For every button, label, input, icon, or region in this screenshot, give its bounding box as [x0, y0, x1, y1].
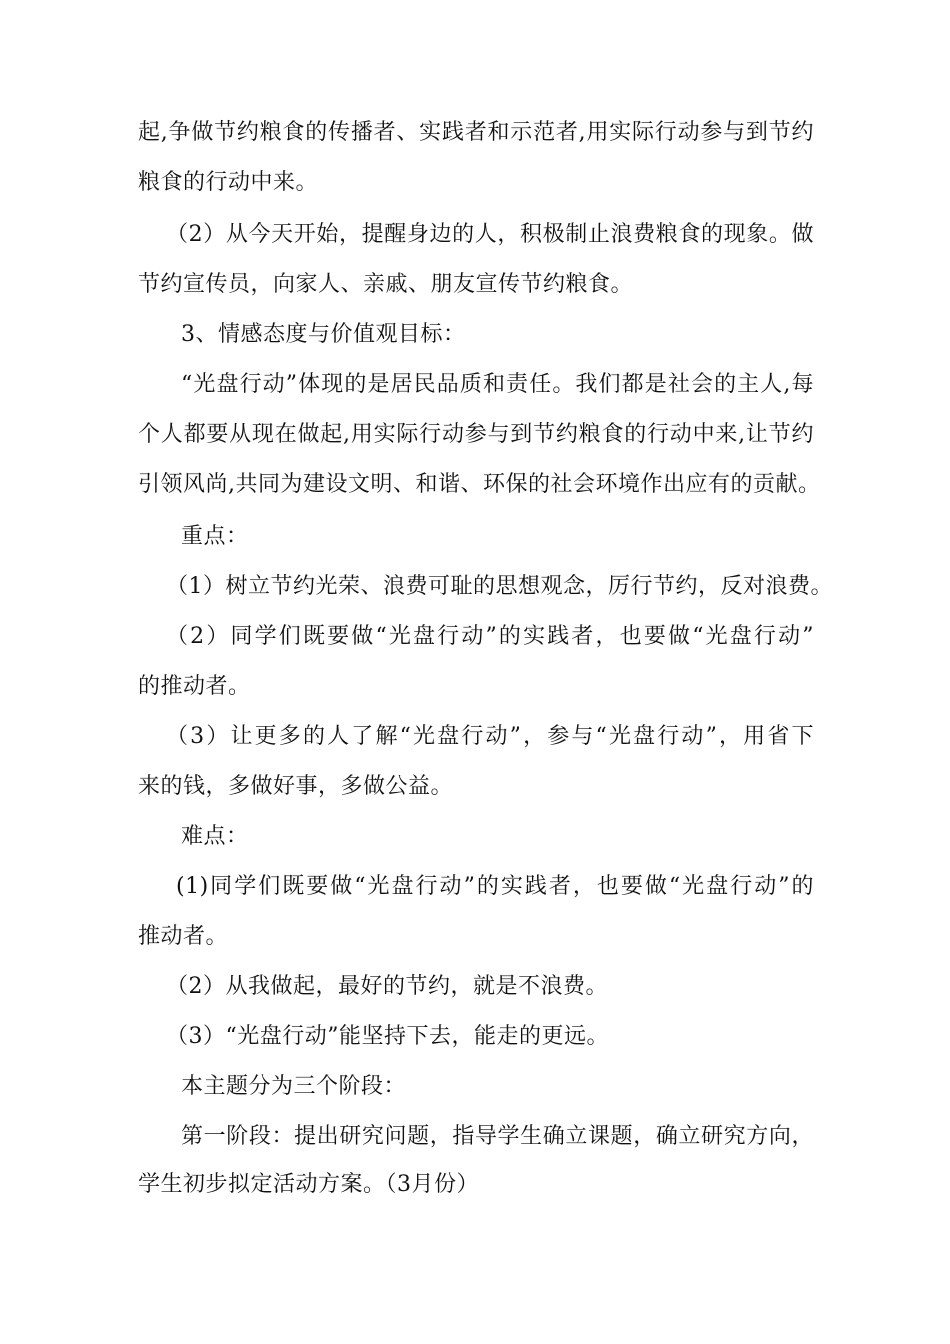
text-line-4: 节约宣传员，向家人、亲戚、朋友宣传节约粮食。	[138, 272, 634, 297]
text-line-18: （2）从我做起，最好的节约，就是不浪费。	[166, 974, 608, 999]
text-line-20: 本主题分为三个阶段：	[181, 1074, 407, 1099]
heading-key-points: 重点：	[181, 524, 249, 549]
text-line-12: 的推动者。	[138, 674, 251, 699]
text-line-1: 起,争做节约粮食的传播者、实践者和示范者,用实际行动参与到节约	[138, 120, 814, 145]
section-heading-emotion: 3、情感态度与价值观目标：	[181, 322, 466, 347]
text-line-2: 粮食的行动中来。	[138, 170, 319, 195]
text-line-11: （2）同学们既要做“光盘行动”的实践者，也要做“光盘行动”	[166, 624, 814, 649]
text-line-6: “光盘行动”体现的是居民品质和责任。我们都是社会的主人,每	[181, 372, 814, 397]
text-line-16: (1)同学们既要做“光盘行动”的实践者，也要做“光盘行动”的	[176, 874, 814, 899]
text-line-22: 学生初步拟定活动方案。（3月份）	[138, 1172, 479, 1197]
text-line-19: （3）“光盘行动”能坚持下去，能走的更远。	[166, 1024, 609, 1049]
text-line-7: 个人都要从现在做起,用实际行动参与到节约粮食的行动中来,让节约	[138, 422, 814, 447]
text-line-8: 引领风尚,共同为建设文明、和谐、环保的社会环境作出应有的贡献。	[138, 472, 821, 497]
text-line-10: （1）树立节约光荣、浪费可耻的思想观念，厉行节约，反对浪费。	[166, 574, 833, 599]
text-line-14: 来的钱，多做好事，多做公益。	[138, 774, 454, 799]
text-line-17: 推动者。	[138, 924, 229, 949]
text-line-21: 第一阶段：提出研究问题，指导学生确立课题，确立研究方向，	[181, 1124, 814, 1149]
text-line-3: （2）从今天开始，提醒身边的人，积极制止浪费粮食的现象。做	[166, 222, 814, 247]
text-line-13: （3）让更多的人了解“光盘行动”，参与“光盘行动”，用省下	[166, 724, 814, 749]
heading-difficulties: 难点：	[181, 824, 249, 849]
